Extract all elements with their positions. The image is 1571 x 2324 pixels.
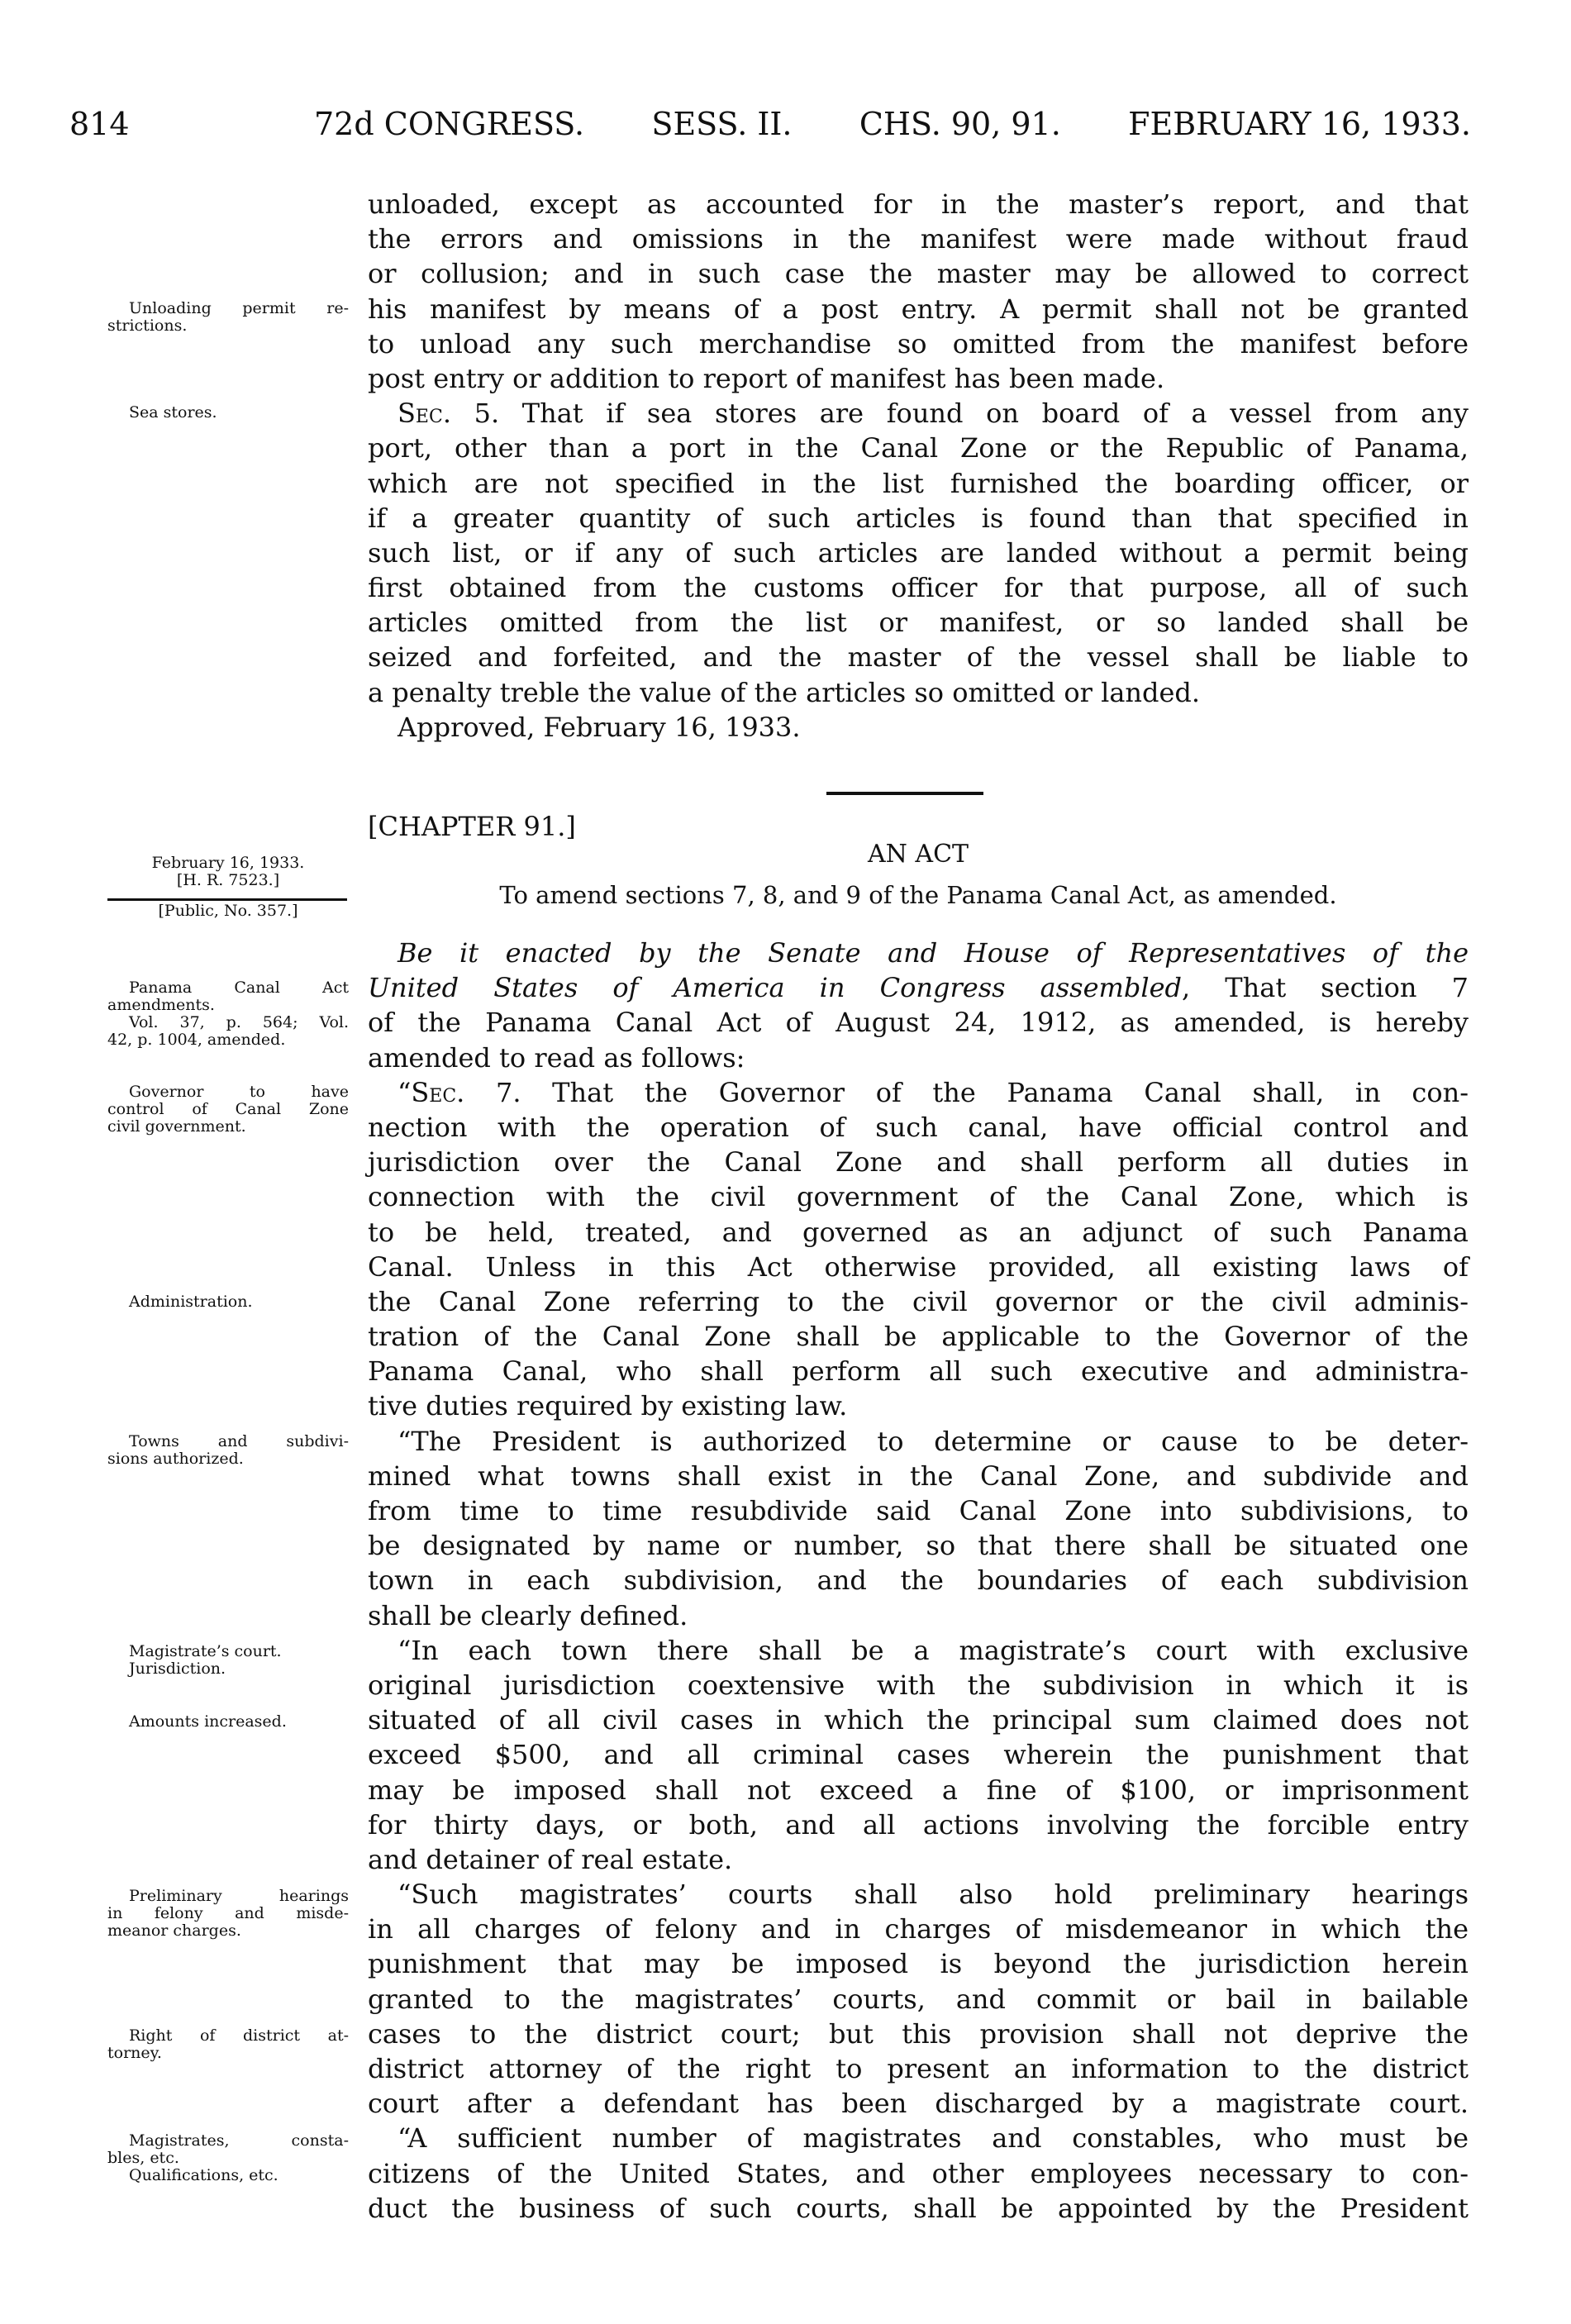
margin-note-line: Jurisdiction. xyxy=(129,1660,226,1678)
text-run: original jurisdiction coextensive with the subdivision in which it is xyxy=(368,1669,1469,1701)
text-run: 7. That the Governor of the Panama Canal shall, in con- xyxy=(464,1076,1469,1108)
text-run: his manifest by means of a post entry. A permit shall not be granted xyxy=(368,293,1469,325)
text-run: connection with the civil government of the Canal Zone, which is xyxy=(368,1181,1469,1213)
running-head-date: FEBRUARY 16, 1933. xyxy=(1128,106,1471,142)
text-run: be designated by name or number, so that there shall be situated one xyxy=(368,1530,1469,1562)
text-run: of the Panama Canal Act of August 24, 1912, as amended, is hereby xyxy=(368,1007,1469,1039)
text-line xyxy=(368,2121,1469,2155)
text-run: mined what towns shall exist in the Canal Zone, and subdivide and xyxy=(368,1460,1469,1492)
text-line xyxy=(368,1668,1469,1703)
margin-public-law: [Public, No. 357.] xyxy=(158,902,298,920)
running-head-session: SESS. II. xyxy=(651,106,793,142)
margin-note-sea-stores xyxy=(107,404,349,421)
margin-note-line: Governor to have xyxy=(129,1083,349,1101)
text-run: articles omitted from the list or manifest, or so landed shall be xyxy=(368,607,1469,639)
text-line xyxy=(368,256,1469,291)
margin-note-towns-subdivisions xyxy=(107,1433,349,1468)
text-run: such list, or if any of such articles are landed without a permit being xyxy=(368,536,1469,569)
text-run: to be held, treated, and governed as an adjunct of such Panama xyxy=(368,1216,1469,1248)
text-run: first obtained from the customs officer for that purpose, all of such xyxy=(368,572,1469,604)
text-line xyxy=(368,2156,1469,2191)
text-run: a penalty treble the value of the articles so omitted or landed. xyxy=(368,676,1201,708)
margin-note-line: in felony and misde- xyxy=(107,1904,349,1922)
text-run: Panama Canal, who shall perform all such executive and administra- xyxy=(368,1355,1469,1388)
text-line xyxy=(368,1319,1469,1354)
text-line xyxy=(368,292,1469,326)
text-line xyxy=(368,1110,1469,1145)
margin-note-line: meanor charges. xyxy=(107,1922,241,1940)
text-line xyxy=(368,1145,1469,1179)
text-run: which are not specified in the list furnished the boarding officer, or xyxy=(368,467,1469,499)
text-run: for thirty days, or both, and all actions involving the forcible entry xyxy=(368,1808,1469,1841)
text-line xyxy=(368,1528,1469,1563)
text-line xyxy=(368,640,1469,674)
text-run: or collusion; and in such case the master may be allowed to correct xyxy=(368,258,1469,290)
margin-note-line: bles, etc. xyxy=(107,2149,179,2167)
act-heading: AN ACT xyxy=(867,840,969,869)
text-run: “In each town there shall be a magistrate’s court with exclusive xyxy=(398,1634,1469,1666)
text-line xyxy=(368,431,1469,465)
text-line xyxy=(368,970,1469,1005)
text-line xyxy=(368,1250,1469,1284)
text-run: cases to the district court; but this provision shall not deprive the xyxy=(368,2017,1469,2050)
text-run: Canal. Unless in this Act otherwise provided, all existing laws of xyxy=(368,1250,1469,1283)
margin-note-amounts-increased xyxy=(107,1713,349,1731)
text-run: “ xyxy=(398,1076,412,1108)
text-run: “A sufficient number of magistrates and constables, who must be xyxy=(398,2122,1469,2155)
text-run: to unload any such merchandise so omitted from the manifest before xyxy=(368,327,1469,360)
text-line xyxy=(368,1284,1469,1319)
text-run: citizens of the United States, and other employees necessary to con- xyxy=(368,2157,1469,2189)
text-run: amended to read as follows: xyxy=(368,1041,745,1074)
text-line xyxy=(368,501,1469,536)
text-run: district attorney of the right to present an information to the district xyxy=(368,2053,1469,2084)
margin-bill-rule xyxy=(107,898,347,901)
text-run: punishment that may be imposed is beyond the jurisdiction herein xyxy=(368,1948,1469,1980)
text-run: from time to time resubdivide said Canal Zone into subdivisions, to xyxy=(368,1495,1469,1526)
margin-bill-info xyxy=(107,855,349,889)
margin-note-unloading-permit xyxy=(107,300,349,335)
text-run: Sec. xyxy=(398,398,451,430)
text-run: town in each subdivision, and the boundaries of each subdivision xyxy=(368,1564,1469,1597)
text-line xyxy=(368,1633,1469,1668)
text-run: in all charges of felony and in charges of misdemeanor in which the xyxy=(368,1913,1469,1945)
text-line xyxy=(368,1075,1469,1110)
text-run: nection with the operation of such canal, have official control and xyxy=(368,1111,1469,1143)
text-run: seized and forfeited, and the master of the vessel shall be liable to xyxy=(368,641,1469,674)
text-line xyxy=(368,326,1469,361)
margin-note-magistrates-court xyxy=(107,1643,349,1678)
margin-note-magistrates-constables xyxy=(107,2132,349,2184)
text-run: Sec. xyxy=(411,1076,465,1108)
text-line xyxy=(368,1493,1469,1528)
margin-note-line: sions authorized. xyxy=(107,1450,244,1468)
text-run: “Such magistrates’ courts shall also hold preliminary hearings xyxy=(398,1879,1469,1911)
text-run: exceed $500, and all criminal cases wherein the punishment that xyxy=(368,1739,1469,1771)
running-head xyxy=(314,106,1471,142)
text-run: if a greater quantity of such articles is found than that specified in xyxy=(368,502,1469,534)
text-line xyxy=(368,1354,1469,1388)
running-head-chapters: CHS. 90, 91. xyxy=(859,106,1061,142)
text-run: , That section 7 xyxy=(1182,972,1469,1004)
margin-bill-date: February 16, 1933. xyxy=(151,854,305,872)
running-head-congress: 72d CONGRESS. xyxy=(314,106,585,142)
text-line xyxy=(368,1982,1469,2017)
text-line xyxy=(368,221,1469,256)
margin-note-panama-canal-act xyxy=(107,979,349,1049)
text-run: tration of the Canal Zone shall be applicable to the Governor of the xyxy=(368,1321,1469,1353)
margin-note-line: amendments. xyxy=(107,996,215,1014)
text-line xyxy=(368,2191,1469,2226)
text-line xyxy=(368,1179,1469,1214)
margin-note-governor-control xyxy=(107,1083,349,1136)
margin-note-line: control of Canal Zone xyxy=(107,1100,349,1118)
margin-note-line: Vol. 37, p. 564; Vol. xyxy=(129,1013,349,1031)
text-run: duct the business of such courts, shall be appointed by the President xyxy=(368,2192,1469,2224)
text-line xyxy=(368,536,1469,570)
text-run: tive duties required by existing law. xyxy=(368,1390,848,1422)
margin-note-line: strictions. xyxy=(107,317,188,335)
text-run: may be imposed shall not exceed a fine of $100, or imprisonment xyxy=(368,1774,1469,1806)
act-title: To amend sections 7, 8, and 9 of the Panama Canal Act, as amended. xyxy=(499,881,1337,909)
text-line xyxy=(368,1459,1469,1493)
margin-note-administration xyxy=(107,1293,349,1311)
text-run: the errors and omissions in the manifest were made without fraud xyxy=(368,223,1469,255)
text-line xyxy=(368,1041,1469,1075)
text-line xyxy=(368,1912,1469,1946)
text-run: unloaded, except as accounted for in the master’s report, and that xyxy=(368,188,1469,220)
text-run: 5. That if sea stores are found on board of a vessel from any xyxy=(451,398,1469,430)
text-run: port, other than a port in the Canal Zone or the Republic of Panama, xyxy=(368,432,1469,464)
text-run: United States of America in Congress assembled xyxy=(368,972,1182,1004)
text-run: situated of all civil cases in which the principal sum claimed does not xyxy=(368,1704,1469,1736)
page-number: 814 xyxy=(69,106,130,142)
text-line xyxy=(368,1424,1469,1459)
text-line xyxy=(368,1946,1469,1981)
margin-note-line: Administration. xyxy=(129,1293,253,1311)
margin-note-line: torney. xyxy=(107,2044,162,2062)
text-line xyxy=(368,605,1469,640)
margin-note-line: Magistrate’s court. xyxy=(129,1642,282,1660)
text-line xyxy=(368,1842,1469,1877)
text-line xyxy=(368,396,1469,431)
text-run: granted to the magistrates’ courts, and commit or bail in bailable xyxy=(368,1983,1469,2015)
margin-note-line: Sea stores. xyxy=(129,403,217,421)
chapter-divider xyxy=(826,792,983,795)
text-line xyxy=(368,710,1469,745)
text-line xyxy=(368,2017,1469,2051)
margin-note-line: Preliminary hearings xyxy=(129,1887,349,1905)
text-run: and detainer of real estate. xyxy=(368,1843,733,1875)
margin-note-line: Amounts increased. xyxy=(129,1712,287,1731)
text-line xyxy=(368,1737,1469,1772)
text-line xyxy=(368,466,1469,501)
margin-note-line: Unloading permit re- xyxy=(129,299,349,317)
text-line xyxy=(368,1807,1469,1842)
section-one-text xyxy=(368,187,1469,745)
text-run: Approved, February 16, 1933. xyxy=(398,711,801,743)
text-line xyxy=(368,187,1469,221)
margin-note-line: Right of district at- xyxy=(129,2026,349,2045)
text-line xyxy=(368,1388,1469,1423)
text-run: Be it enacted by the Senate and House of Representatives of the xyxy=(398,937,1469,969)
section-two-text xyxy=(368,936,1469,2226)
chapter-label: [CHAPTER 91.] xyxy=(368,811,576,842)
margin-note-line: civil government. xyxy=(107,1117,246,1136)
text-line xyxy=(368,1773,1469,1807)
text-line xyxy=(368,361,1469,396)
margin-note-district-attorney xyxy=(107,2027,349,2062)
text-line xyxy=(368,1598,1469,1633)
text-run: “The President is authorized to determine or cause to be deter- xyxy=(398,1425,1469,1457)
text-line xyxy=(368,675,1469,710)
text-run: the Canal Zone referring to the civil governor or the civil adminis- xyxy=(368,1285,1469,1317)
text-run: court after a defendant has been discharged by a magistrate court. xyxy=(368,2088,1469,2120)
text-line xyxy=(368,1877,1469,1912)
text-line xyxy=(368,570,1469,605)
text-run: shall be clearly defined. xyxy=(368,1599,688,1631)
text-run: jurisdiction over the Canal Zone and shall perform all duties in xyxy=(368,1146,1469,1179)
text-line xyxy=(368,1005,1469,1040)
text-line xyxy=(368,2051,1469,2086)
text-line xyxy=(368,936,1469,970)
text-line xyxy=(368,1703,1469,1737)
text-line xyxy=(368,1563,1469,1598)
margin-note-line: 42, p. 1004, amended. xyxy=(107,1031,286,1049)
margin-note-line: Towns and subdivi- xyxy=(129,1432,349,1450)
text-line xyxy=(368,2086,1469,2121)
text-run: post entry or addition to report of manifest has been made. xyxy=(368,362,1165,394)
margin-note-preliminary-hearings xyxy=(107,1888,349,1940)
margin-note-line: Qualifications, etc. xyxy=(129,2166,278,2184)
margin-bill-number: [H. R. 7523.] xyxy=(176,871,280,889)
margin-note-line: Magistrates, consta- xyxy=(129,2131,349,2150)
text-line xyxy=(368,1215,1469,1250)
margin-note-line: Panama Canal Act xyxy=(129,979,349,997)
